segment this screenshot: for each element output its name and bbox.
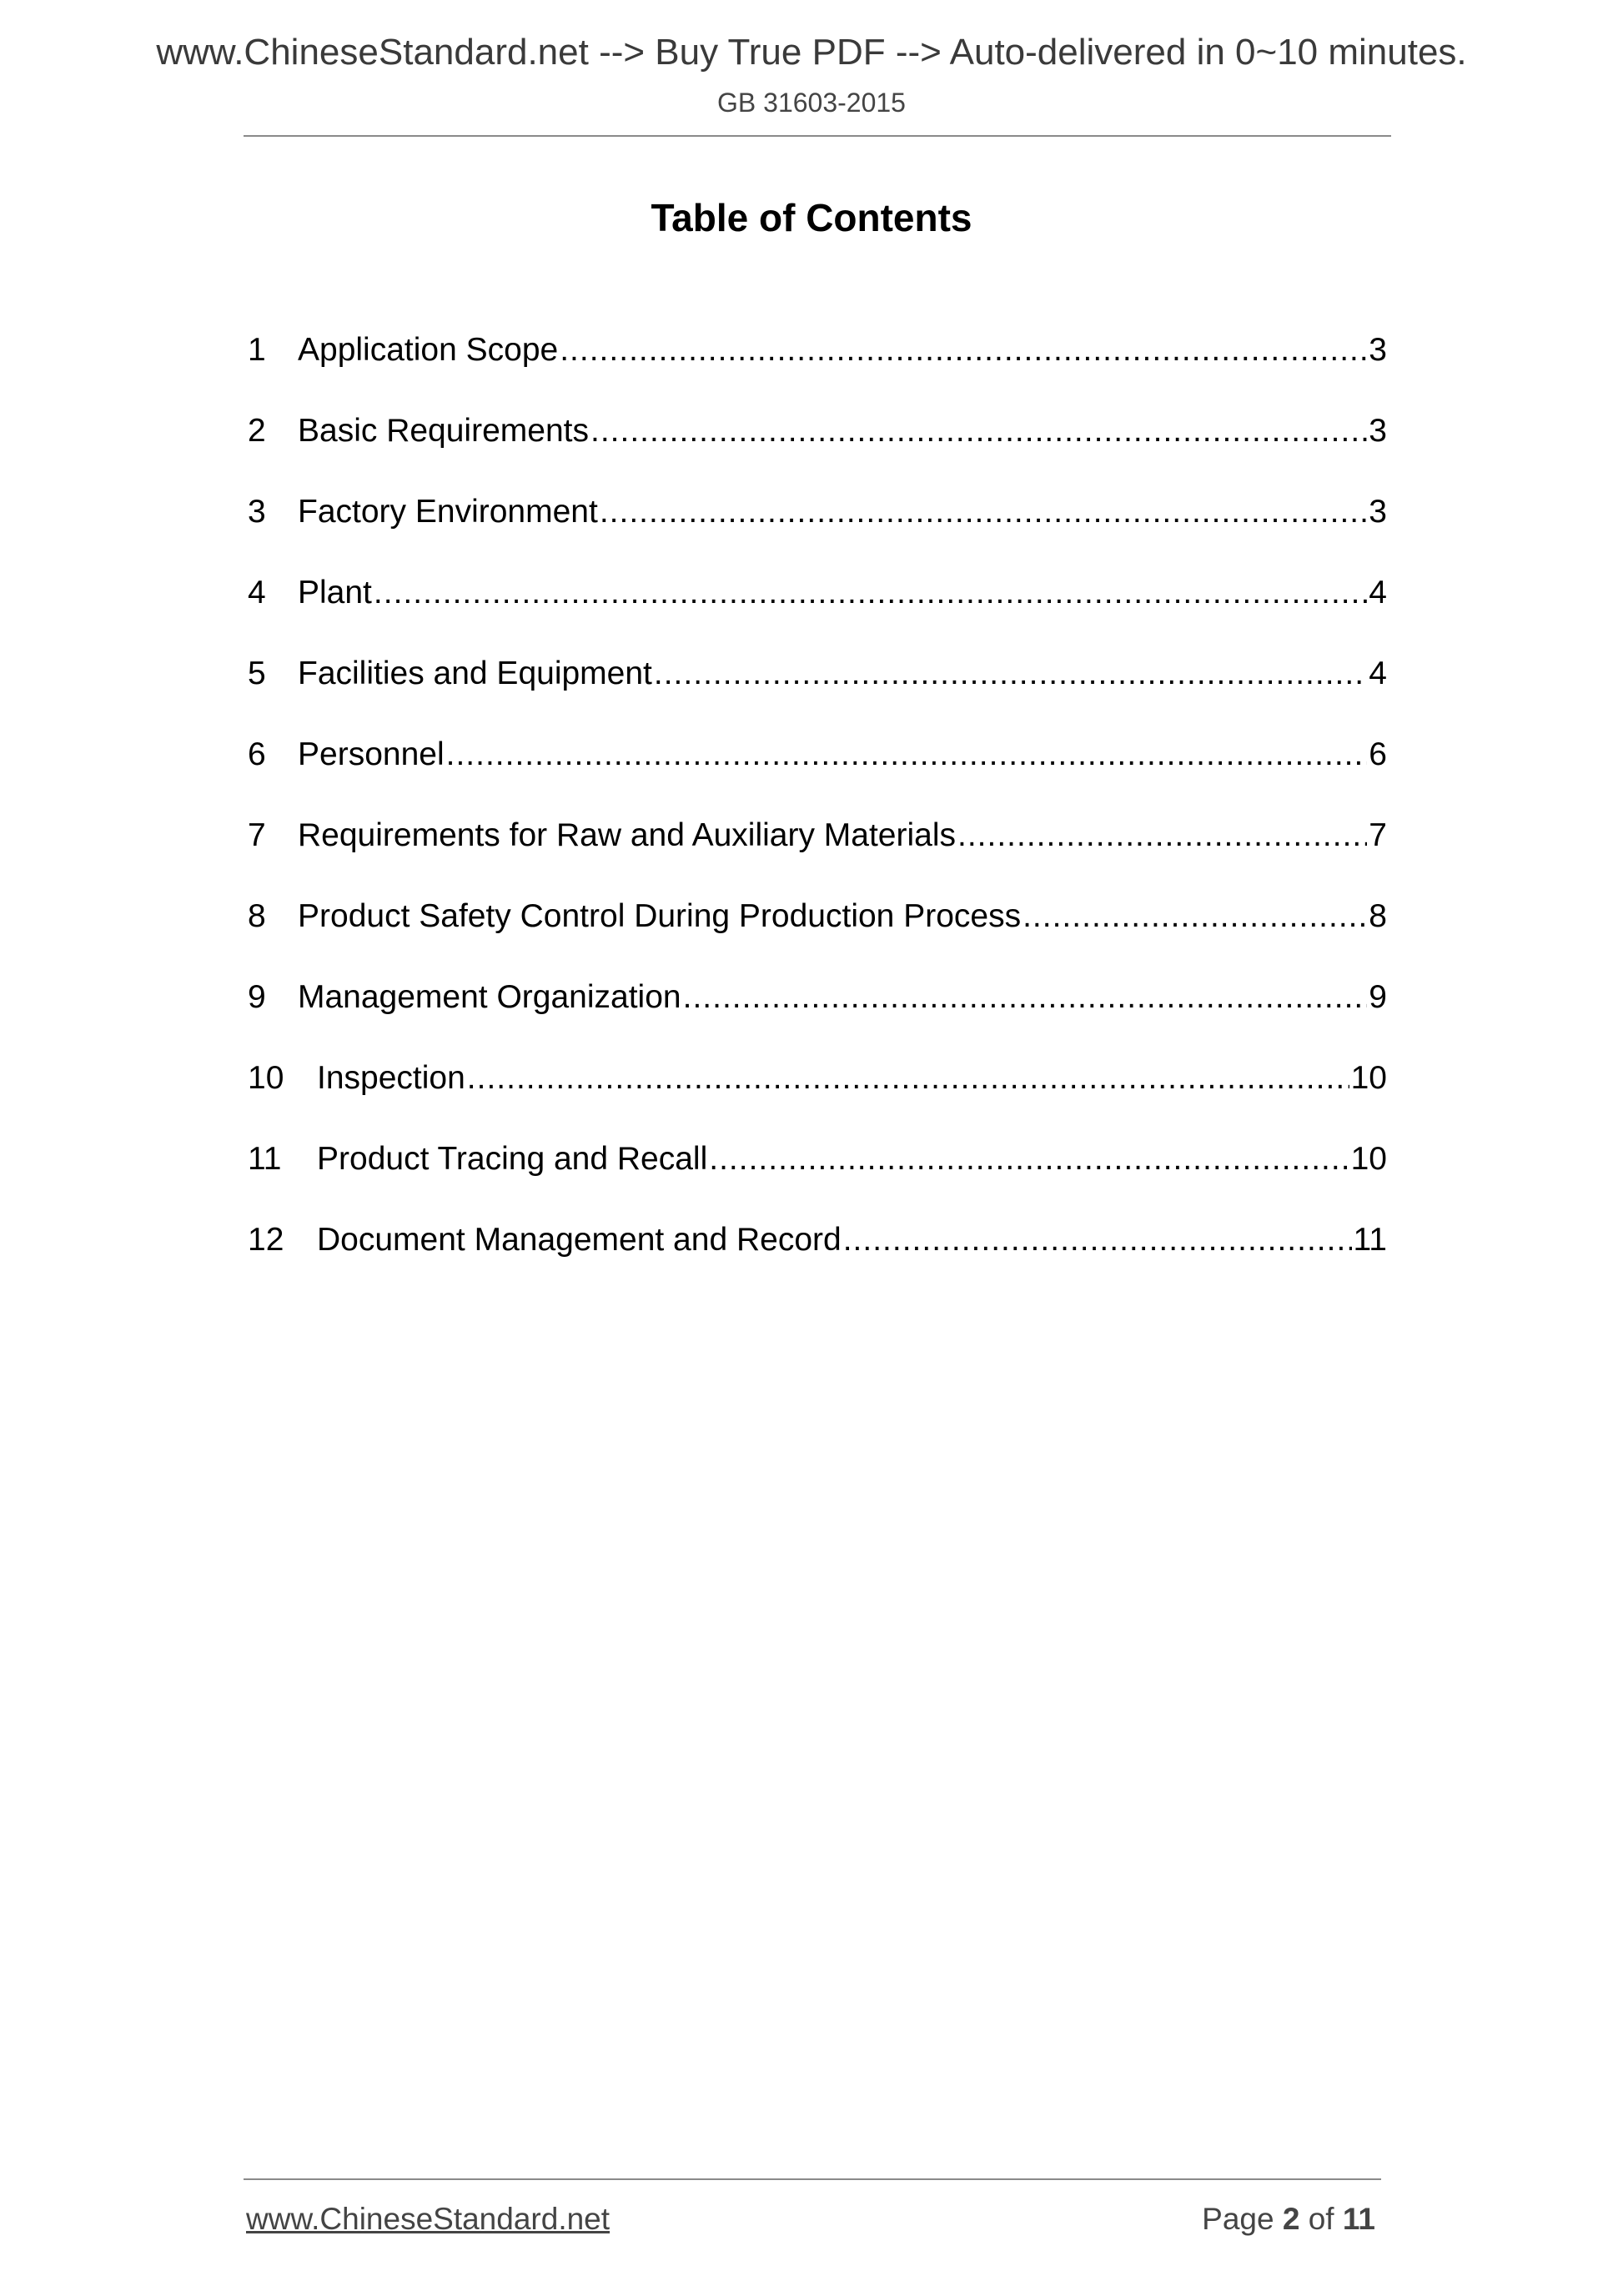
toc-entry-page: 3: [1369, 332, 1387, 368]
page-total: 11: [1342, 2202, 1375, 2236]
toc-leader-dots: [446, 736, 1368, 773]
toc-entry-page: 9: [1369, 979, 1387, 1015]
toc-entry-number: 2: [248, 413, 266, 449]
toc-entry[interactable]: [248, 817, 1387, 898]
toc-entry[interactable]: [248, 1060, 1387, 1141]
toc-entry-label[interactable]: Inspection: [317, 1060, 465, 1096]
toc-entry-label[interactable]: Product Safety Control During Production Process: [298, 898, 1022, 934]
page-of: of: [1308, 2202, 1334, 2236]
toc-entry-label[interactable]: Personnel: [298, 736, 445, 772]
toc-leader-dots: [709, 1141, 1349, 1178]
toc-entry-number: 10: [248, 1060, 284, 1096]
toc-entry[interactable]: [248, 898, 1387, 979]
toc-leader-dots: [654, 656, 1367, 692]
toc-entry-page: 6: [1369, 736, 1387, 772]
toc-entry-label[interactable]: Requirements for Raw and Auxiliary Materials: [298, 817, 956, 853]
toc-entry-label[interactable]: Basic Requirements: [298, 413, 589, 449]
toc-entry-number: 11: [248, 1141, 282, 1177]
page-prefix: Page: [1202, 2202, 1274, 2236]
toc-leader-dots: [560, 332, 1367, 369]
toc-entry-label[interactable]: Application Scope: [298, 332, 559, 368]
table-of-contents: [248, 332, 1387, 1303]
toc-entry-page: 7: [1369, 817, 1387, 853]
header-rule: [244, 135, 1391, 137]
toc-entry-label[interactable]: Management Organization: [298, 979, 681, 1015]
toc-entry-page: 8: [1369, 898, 1387, 934]
toc-entry[interactable]: [248, 979, 1387, 1060]
toc-entry[interactable]: [248, 656, 1387, 736]
toc-entry-page: 10: [1350, 1141, 1387, 1177]
toc-entry-label[interactable]: Document Management and Record: [317, 1222, 842, 1258]
footer-rule: [244, 2178, 1381, 2180]
toc-entry-label[interactable]: Factory Environment: [298, 494, 598, 530]
page-indicator: [1202, 2202, 1375, 2237]
toc-leader-dots: [467, 1060, 1349, 1097]
toc-entry-label[interactable]: Facilities and Equipment: [298, 656, 652, 691]
toc-entry[interactable]: [248, 494, 1387, 575]
toc-leader-dots: [1023, 898, 1367, 935]
toc-entry-label[interactable]: Product Tracing and Recall: [317, 1141, 708, 1177]
toc-entry-page: 3: [1369, 494, 1387, 530]
toc-entry[interactable]: [248, 332, 1387, 413]
toc-entry-page: 4: [1369, 575, 1387, 610]
toc-leader-dots: [683, 979, 1368, 1016]
footer-website-link[interactable]: www.ChineseStandard.net: [246, 2202, 611, 2236]
header-banner: www.ChineseStandard.net --> Buy True PDF --> Auto-delivered in 0~10 minutes.: [156, 32, 1467, 73]
toc-entry[interactable]: [248, 413, 1387, 494]
toc-entry-number: 12: [248, 1222, 284, 1258]
toc-entry[interactable]: [248, 1222, 1387, 1303]
toc-entry-page: 10: [1350, 1060, 1387, 1096]
toc-entry-label[interactable]: Plant: [298, 575, 372, 610]
toc-leader-dots: [957, 817, 1367, 854]
toc-leader-dots: [843, 1222, 1352, 1259]
toc-entry-number: 7: [248, 817, 266, 853]
toc-leader-dots: [600, 494, 1367, 530]
toc-leader-dots: [590, 413, 1367, 450]
toc-leader-dots: [374, 575, 1367, 611]
toc-entry-number: 6: [248, 736, 266, 772]
toc-entry-page: 4: [1369, 656, 1387, 691]
page-title: Table of Contents: [651, 196, 972, 239]
toc-entry-number: 3: [248, 494, 266, 530]
toc-entry-page: 11: [1353, 1222, 1387, 1258]
toc-entry-number: 1: [248, 332, 266, 368]
page-current: 2: [1282, 2202, 1300, 2236]
toc-entry-number: 4: [248, 575, 266, 610]
toc-entry-number: 5: [248, 656, 266, 691]
toc-entry-number: 9: [248, 979, 266, 1015]
toc-entry[interactable]: [248, 736, 1387, 817]
document-id: GB 31603-2015: [717, 88, 906, 118]
toc-entry[interactable]: [248, 1141, 1387, 1222]
toc-entry-page: 3: [1369, 413, 1387, 449]
toc-entry[interactable]: [248, 575, 1387, 656]
toc-entry-number: 8: [248, 898, 266, 934]
